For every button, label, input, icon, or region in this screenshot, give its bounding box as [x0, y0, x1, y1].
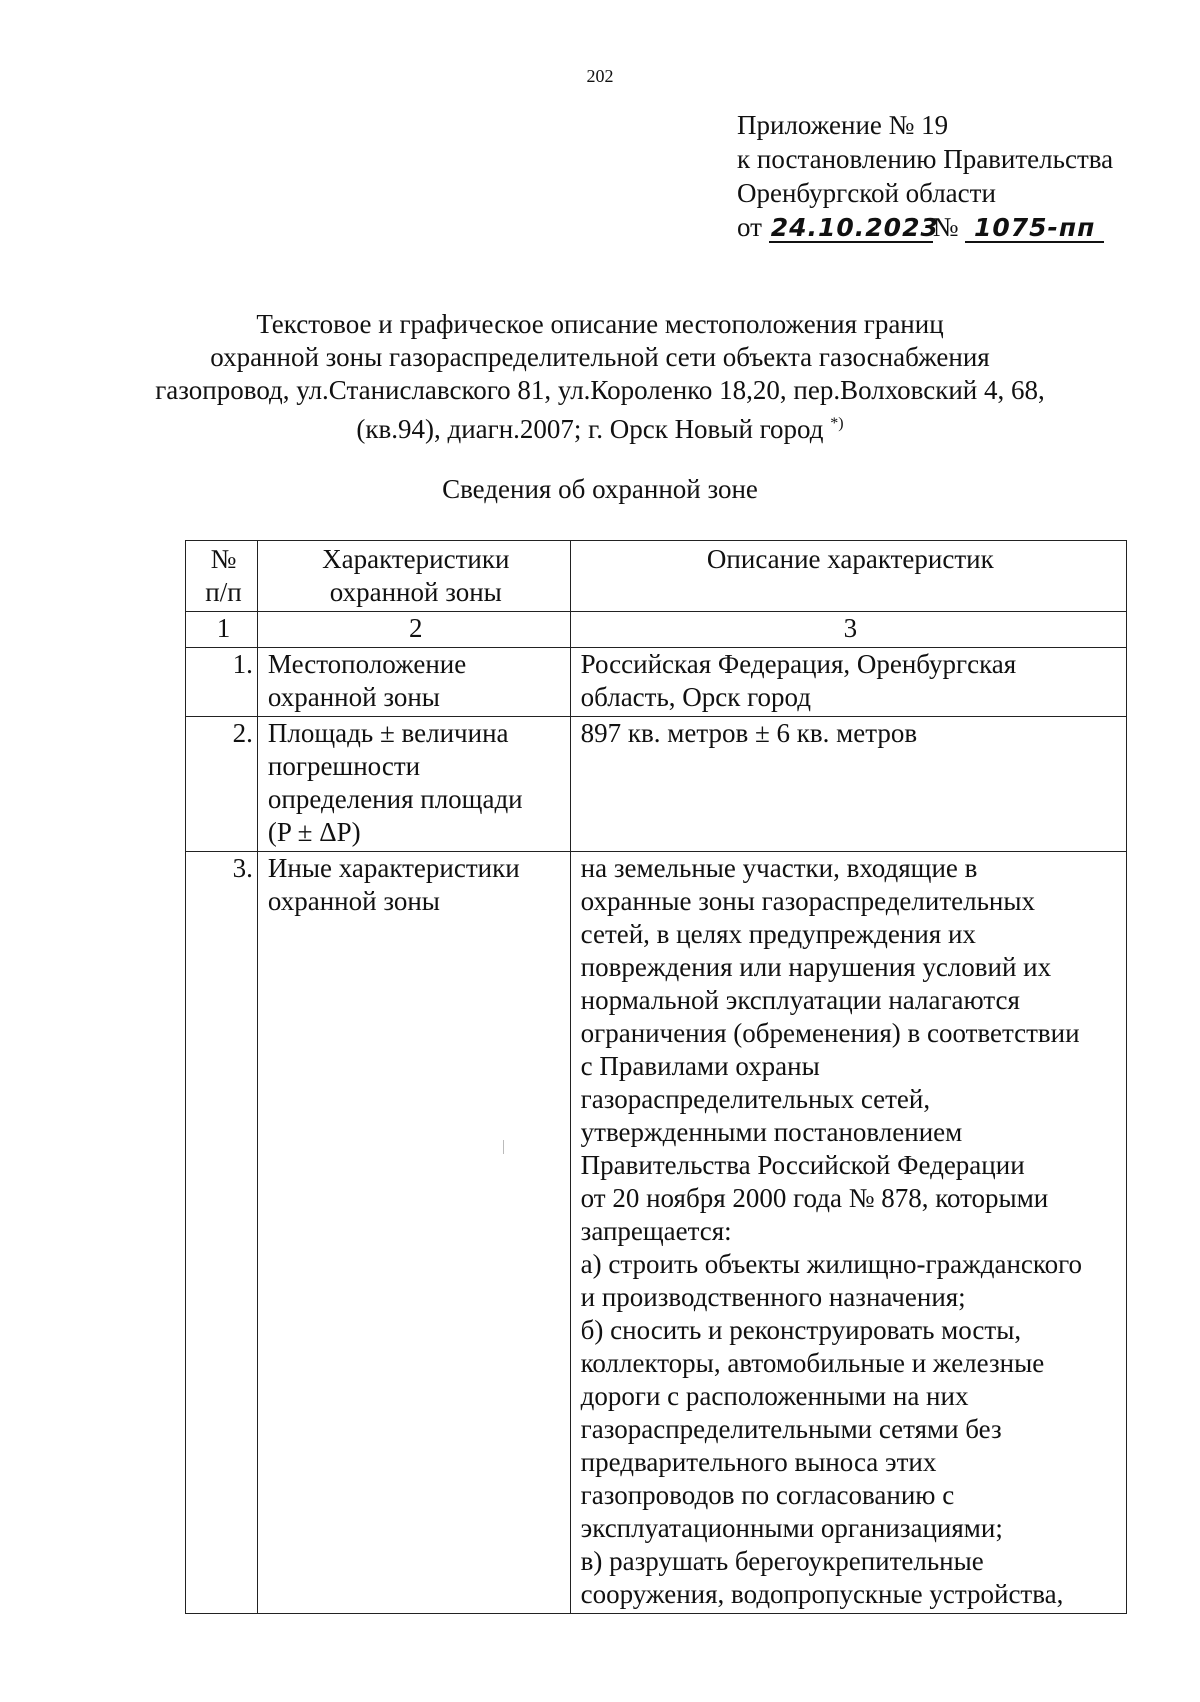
header-characteristic	[257, 541, 570, 612]
document-title	[0, 308, 1200, 446]
row-3-characteristic	[257, 852, 570, 1614]
row-1-num: 1.	[186, 648, 258, 717]
row-3-description	[570, 852, 1126, 1614]
column-number-3: 3	[570, 612, 1126, 648]
row-3-description-line: охранные зоны газораспределительных	[580, 886, 1036, 916]
row-3-description-line: ограничения (обременения) в соответствии	[580, 1018, 1080, 1048]
table-row	[186, 717, 1127, 852]
row-3-description-line: а) строить объекты жилищно-гражданского	[580, 1249, 1083, 1279]
appendix-line-1: Приложение № 19	[737, 110, 949, 140]
row-3-description-line: газораспределительных сетей,	[580, 1084, 931, 1114]
appendix-line-2: к постановлению Правительства	[737, 144, 1114, 174]
handwritten-number: 1075-пп	[965, 215, 1104, 243]
row-2-characteristic-line: Площадь ± величина	[267, 718, 509, 748]
row-2-description-line: 897 кв. метров ± 6 кв. метров	[580, 718, 918, 748]
row-3-description-line: сооружения, водопропускные устройства,	[580, 1579, 1064, 1609]
header-description: Описание характеристик	[570, 541, 1126, 612]
row-3-description-line: запрещается:	[580, 1216, 732, 1246]
row-1-description-line: Российская Федерация, Оренбургская	[580, 649, 1017, 679]
row-3-description-line: на земельные участки, входящие в	[580, 853, 978, 883]
header-num-line-2: п/п	[205, 577, 242, 607]
appendix-line-3: Оренбургской области	[737, 178, 996, 208]
column-number-row	[186, 612, 1127, 648]
row-3-description-line: б) сносить и реконструировать мосты,	[580, 1315, 1022, 1345]
row-2-description	[570, 717, 1126, 852]
number-label: №	[932, 212, 959, 242]
scan-artifact	[503, 1140, 504, 1154]
header-characteristic-line-2: охранной зоны	[329, 577, 502, 607]
row-2-characteristic	[257, 717, 570, 852]
title-line-2: охранной зоны газораспределительной сети объекта газоснабжения	[210, 342, 990, 372]
table-row	[186, 852, 1127, 1614]
row-3-description-line: предварительного выноса этих	[580, 1447, 937, 1477]
row-2-characteristic-line: погрешности	[267, 751, 421, 781]
page-number: 202	[586, 66, 614, 86]
row-1-description-line: область, Орск город	[580, 682, 811, 712]
row-3-description-line: нормальной эксплуатации налагаются	[580, 985, 1020, 1015]
row-3-description-line: эксплуатационными организациями;	[580, 1513, 1003, 1543]
column-number-2: 2	[257, 612, 570, 648]
row-3-description-line: утвержденными постановлением	[580, 1117, 963, 1147]
row-3-description-line: с Правилами охраны	[580, 1051, 820, 1081]
row-3-characteristic-line: охранной зоны	[267, 886, 440, 916]
row-3-num: 3.	[186, 852, 258, 1614]
row-1-characteristic	[257, 648, 570, 717]
handwritten-date: 24.10.2023	[770, 213, 939, 242]
row-1-characteristic-line: Местоположение	[267, 649, 467, 679]
section-subtitle: Сведения об охранной зоне	[442, 474, 758, 504]
appendix-block	[737, 108, 1113, 244]
row-3-description-line: повреждения или нарушения условий их	[580, 952, 1052, 982]
appendix-date-line	[737, 210, 1113, 244]
title-line-4-text: (кв.94), диагн.2007; г. Орск Новый город	[356, 414, 824, 444]
header-characteristic-line-1: Характеристики	[322, 544, 510, 574]
protected-zone-table	[185, 540, 1127, 1614]
row-3-characteristic-line: Иные характеристики	[267, 853, 520, 883]
row-3-description-line: от 20 ноября 2000 года № 878, которыми	[580, 1183, 1049, 1213]
header-num-line-1: №	[210, 544, 237, 574]
table-header-row	[186, 541, 1127, 612]
title-line-1: Текстовое и графическое описание местоположения границ	[256, 309, 944, 339]
row-3-description-line: в) разрушать берегоукрепительные	[580, 1546, 984, 1576]
title-line-4	[0, 407, 1200, 446]
row-3-description-line: дороги с расположенными на них	[580, 1381, 969, 1411]
row-3-description-line: и производственного назначения;	[580, 1282, 966, 1312]
from-label: от	[737, 212, 762, 242]
column-number-1: 1	[186, 612, 258, 648]
row-3-description-line: газораспределительными сетями без	[580, 1414, 1002, 1444]
row-3-description-line: коллекторы, автомобильные и железные	[580, 1348, 1045, 1378]
row-2-characteristic-line: (P ± ΔP)	[267, 817, 361, 847]
row-3-description-line: газопроводов по согласованию с	[580, 1480, 955, 1510]
row-2-characteristic-line: определения площади	[267, 784, 523, 814]
header-num	[186, 541, 258, 612]
row-2-num: 2.	[186, 717, 258, 852]
row-1-description	[570, 648, 1126, 717]
row-3-description-line: сетей, в целях предупреждения их	[580, 919, 976, 949]
table-row	[186, 648, 1127, 717]
title-line-3: газопровод, ул.Станиславского 81, ул.Короленко 18,20, пер.Волховский 4, 68,	[155, 375, 1045, 405]
row-3-description-line: Правительства Российской Федерации	[580, 1150, 1025, 1180]
footnote-mark: *)	[830, 415, 844, 432]
row-1-characteristic-line: охранной зоны	[267, 682, 440, 712]
